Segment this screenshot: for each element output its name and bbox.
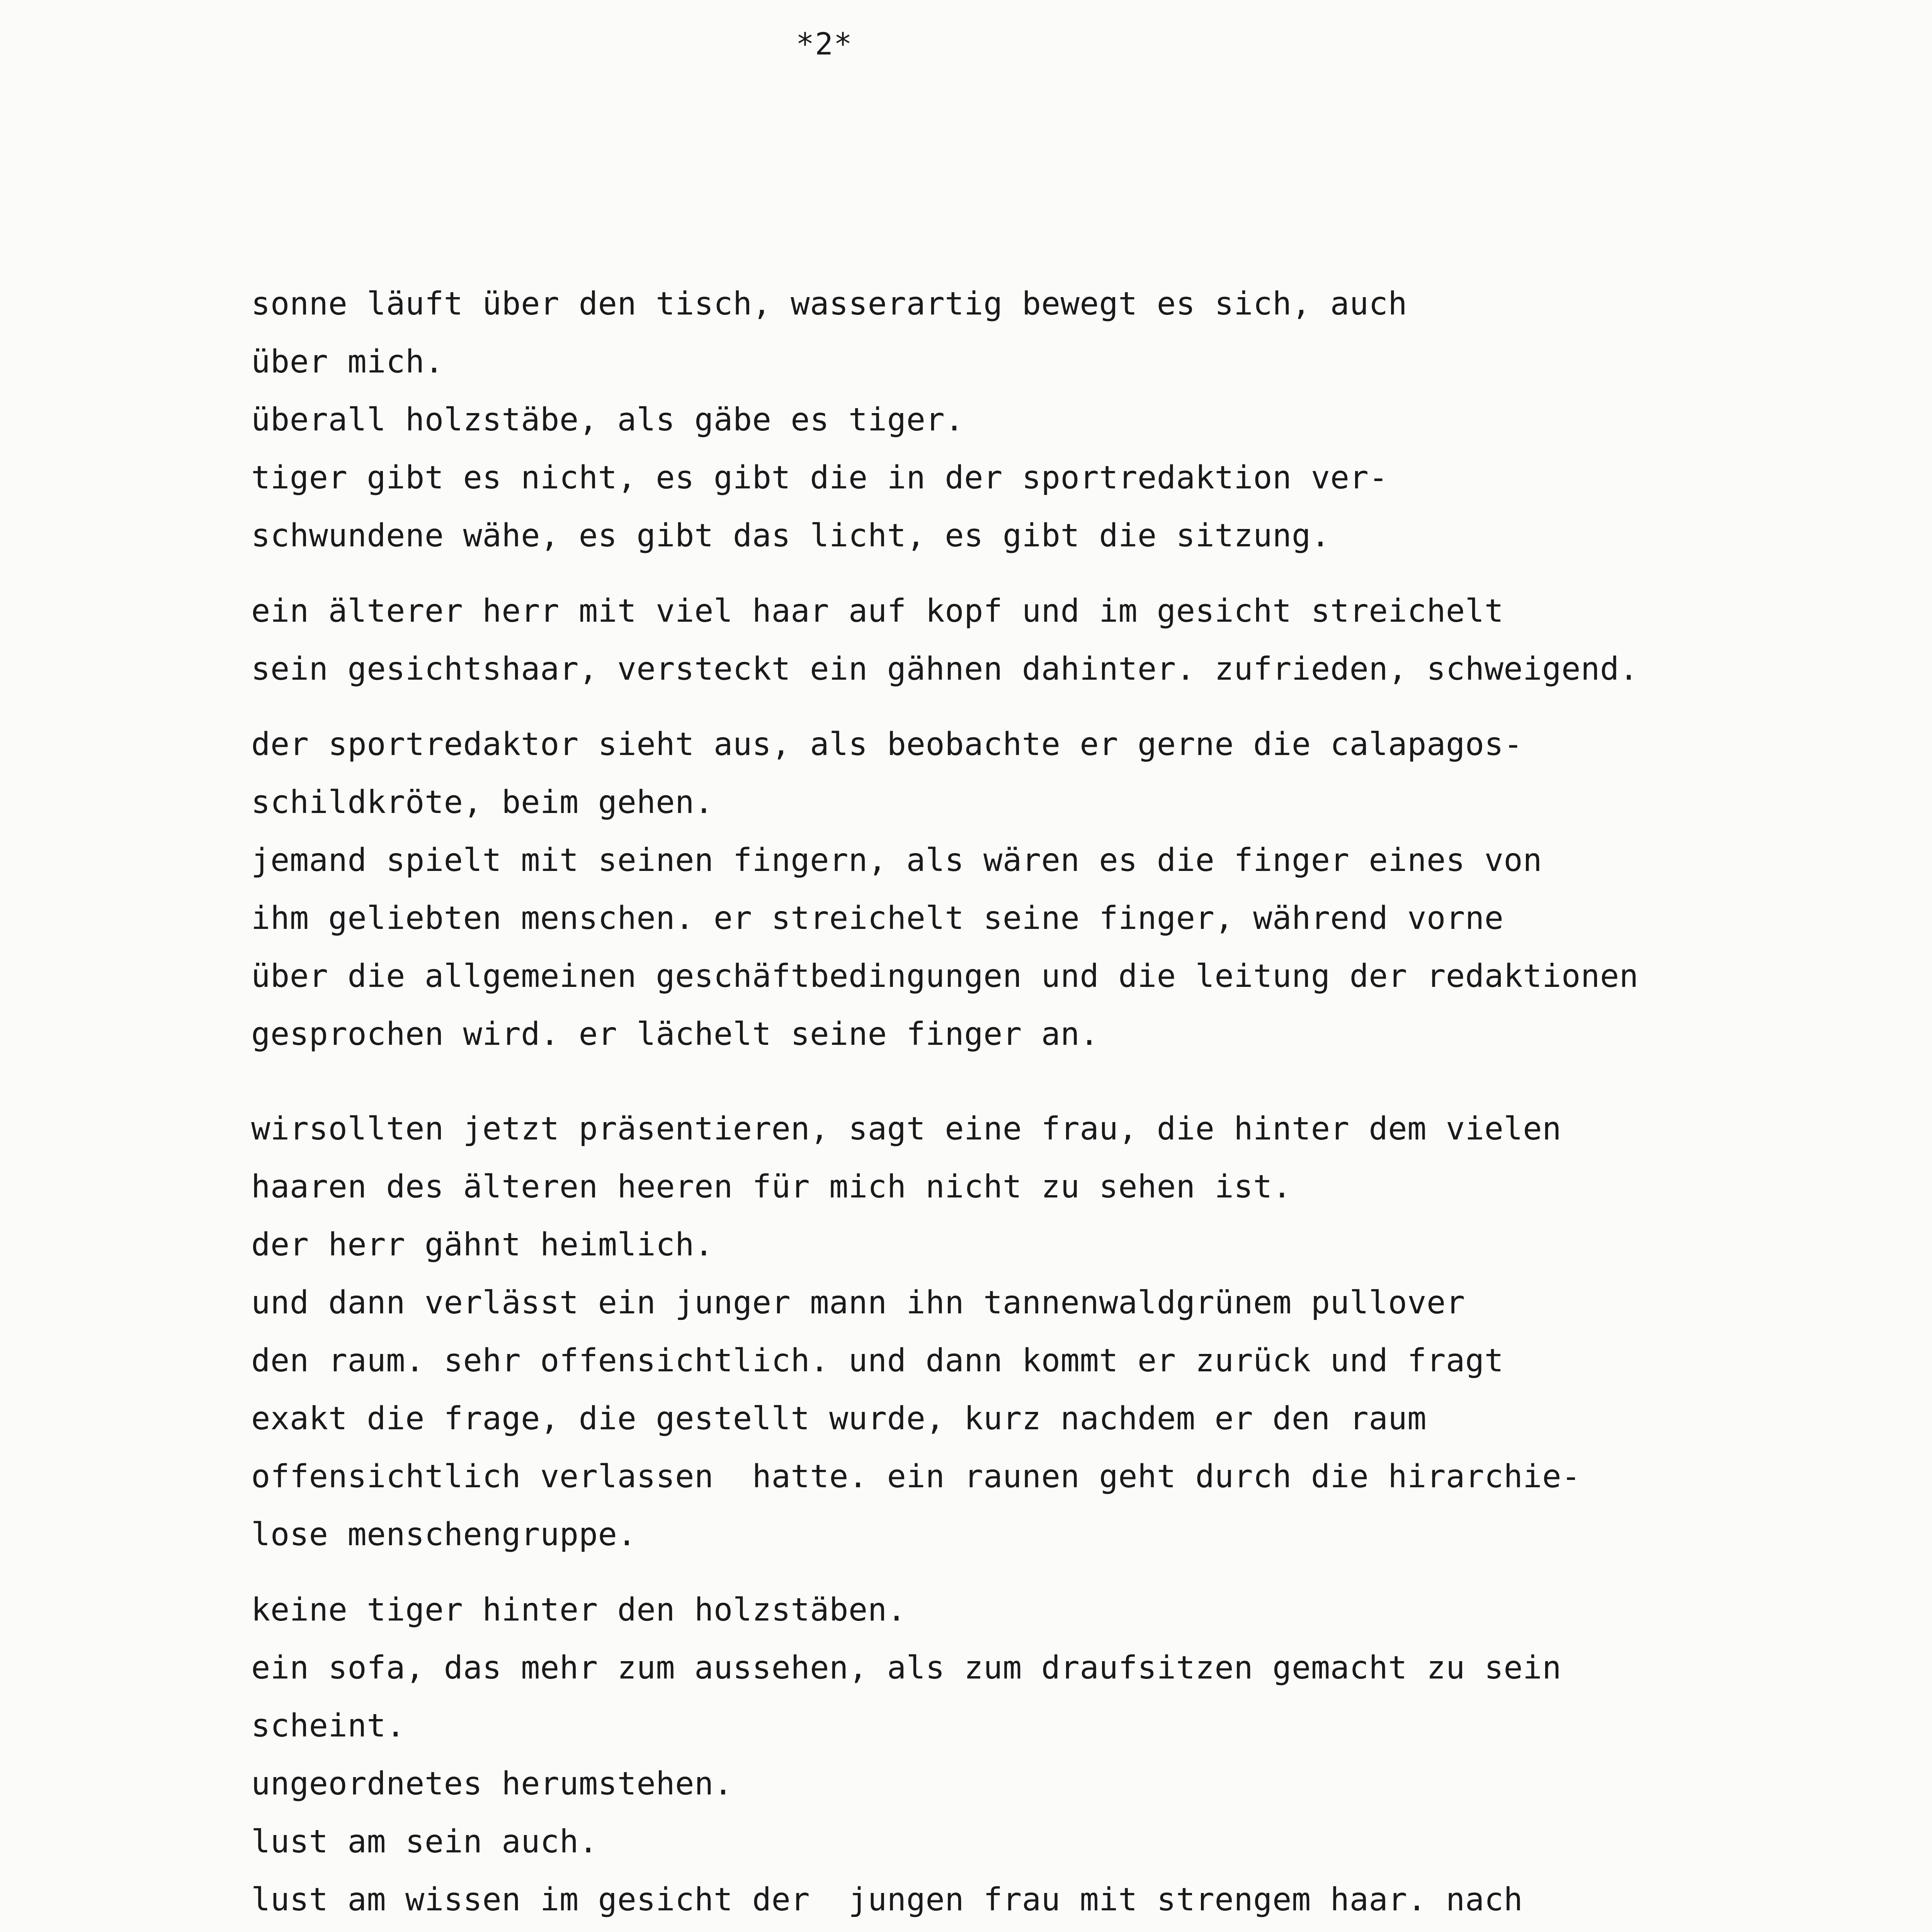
- text-line: den raum. sehr offensichtlich. und dann kommt er zurück und fragt: [251, 1342, 1504, 1379]
- text-line: offensichtlich verlassen hatte. ein raunen geht durch die hirarchie-: [251, 1458, 1581, 1495]
- text-line: sonne läuft über den tisch, wasserartig bewegt es sich, auch: [251, 286, 1408, 322]
- text-line: wirsollten jetzt präsentieren, sagt eine frau, die hinter dem vielen: [251, 1111, 1562, 1147]
- paragraph-1: [251, 275, 1855, 565]
- text-line: gesprochen wird. er lächelt seine finger an.: [251, 1016, 1099, 1053]
- paragraph-2: [251, 582, 1855, 698]
- paragraph-3: [251, 716, 1855, 1063]
- text-line: haaren des älteren heeren für mich nicht zu sehen ist.: [251, 1168, 1292, 1205]
- paragraph-4: [251, 1100, 1855, 1564]
- text-line: [251, 1929, 1855, 1932]
- text-line: der sportredaktor sieht aus, als beobachte er gerne die calapagos-: [251, 726, 1523, 763]
- text-line: der herr gähnt heimlich.: [251, 1226, 714, 1263]
- body-text: [251, 275, 1855, 1932]
- paragraph-5: [251, 1581, 1855, 1932]
- text-line: über mich.: [251, 344, 444, 380]
- text-line: keine tiger hinter den holzstäben.: [251, 1592, 906, 1628]
- text-line: tiger gibt es nicht, es gibt die in der sportredaktion ver-: [251, 459, 1388, 496]
- text-line: ein sofa, das mehr zum aussehen, als zum draufsitzen gemacht zu sein: [251, 1650, 1562, 1686]
- text-line: schwundene wähe, es gibt das licht, es gibt die sitzung.: [251, 517, 1330, 554]
- text-line: ungeordnetes herumstehen.: [251, 1765, 733, 1802]
- text-line: lust am wissen im gesicht der jungen frau mit strengem haar. nach: [251, 1881, 1523, 1918]
- text-line: exakt die frage, die gestellt wurde, kurz nachdem er den raum: [251, 1400, 1427, 1437]
- text-line: ihm geliebten menschen. er streichelt seine finger, während vorne: [251, 900, 1504, 937]
- text-line: und dann verlässt ein junger mann ihn tannenwaldgrünem pullover: [251, 1284, 1465, 1321]
- text-line: über die allgemeinen geschäftbedingungen und die leitung der redaktionen: [251, 958, 1639, 995]
- text-line: schildkröte, beim gehen.: [251, 784, 714, 821]
- text-line: überall holzstäbe, als gäbe es tiger.: [251, 401, 964, 438]
- text-line: sein gesichtshaar, versteckt ein gähnen dahinter. zufrieden, schweigend.: [251, 651, 1639, 687]
- text-line: lose menschengruppe.: [251, 1516, 637, 1553]
- text-line: lust am sein auch.: [251, 1823, 598, 1860]
- text-line: jemand spielt mit seinen fingern, als wären es die finger eines von: [251, 842, 1543, 879]
- text-line: scheint.: [251, 1708, 405, 1744]
- page-number: *2*: [796, 27, 853, 62]
- text-line: ein älterer herr mit viel haar auf kopf und im gesicht streichelt: [251, 593, 1504, 629]
